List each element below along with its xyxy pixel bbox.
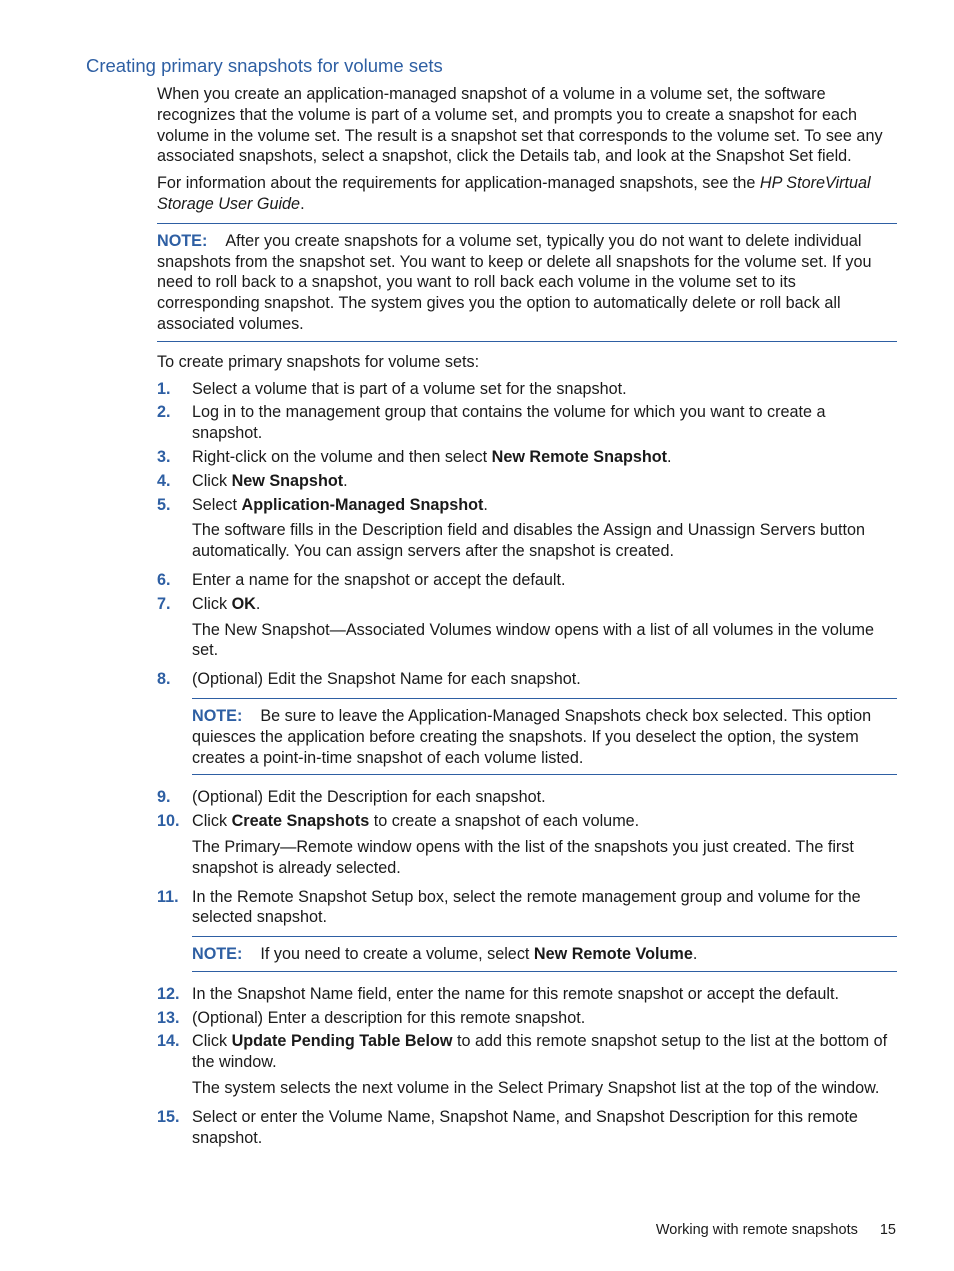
step-number: 11.: [157, 887, 179, 906]
step-number: 4.: [157, 471, 171, 490]
ui-term: New Remote Volume: [533, 945, 693, 964]
step-text: In the Snapshot Name field, enter the name for this remote snapshot or accept the default.: [192, 984, 839, 1003]
note-box: NOTE: If you need to create a volume, select New Remote Volume.: [192, 936, 897, 972]
note-label: NOTE:: [192, 706, 243, 725]
step-number: 14.: [157, 1032, 180, 1051]
step-detail: The system selects the next volume in the Select Primary Snapshot list at the top of the window.: [192, 1079, 880, 1098]
step-number: 8.: [157, 670, 171, 689]
ui-term: New Remote Snapshot: [491, 447, 668, 466]
step-12: [157, 984, 897, 1005]
step-number: 7.: [157, 594, 171, 613]
step-4: 4. Click New Snapshot.: [157, 471, 348, 490]
step-9: [157, 787, 897, 808]
step-text: Select a volume that is part of a volume set for the snapshot.: [192, 379, 627, 398]
ui-term: Update Pending Table Below: [231, 1032, 453, 1051]
step-detail: The software fills in the Description field and disables the Assign and Unassign Servers button automatically. You can assign servers after the snapshot is created.: [192, 521, 866, 561]
step-detail: The Primary—Remote window opens with the list of the snapshots you just created. The first snapshot is already selected.: [192, 837, 854, 877]
step-text: (Optional) Edit the Snapshot Name for each snapshot.: [192, 670, 581, 689]
step-text: Select or enter the Volume Name, Snapshot Name, and Snapshot Description for this remote snapshot.: [192, 1107, 858, 1147]
procedure-lead: To create primary snapshots for volume sets:: [157, 352, 480, 371]
ui-term: Application-Managed Snapshot: [241, 495, 484, 514]
intro-paragraph: When you create an application-managed snapshot of a volume in a volume set, the software recognizes that the volume is part of a volume set, and prompts you to create a snapshot for each volume in the volume set. The result is a snapshot set that corresponds to the volume set. To see any associated snapshots, select a snapshot, click the Details tab, and look at the Snapshot Set field.: [157, 85, 883, 166]
page-footer: [656, 1222, 896, 1238]
note-text: After you create snapshots for a volume set, typically you do not want to delete individual snapshots from the snapshot set. You want to keep or delete all snapshots for the volume set. If you need to roll back to a snapshot, you want to roll back each volume in the volume set to its corresponding snapshot. The system gives you the option to automatically delete or roll back all associated volumes.: [157, 231, 872, 333]
step-10: 10. Click Create Snapshots to create a snapshot of each volume. The Primary—Remote window opens with the list of the snapshots you just created. The first snapshot is already selected.: [157, 811, 897, 878]
note-label: NOTE:: [192, 945, 243, 964]
step-text: (Optional) Edit the Description for each snapshot.: [192, 788, 546, 807]
step-text: Enter a name for the snapshot or accept the default.: [192, 570, 566, 589]
note-box: [157, 223, 897, 342]
section-title: Creating primary snapshots for volume sets: [86, 55, 443, 76]
step-7: 7. Click OK. The New Snapshot—Associated Volumes window opens with a list of all volumes in the volume set.: [157, 594, 897, 661]
guide-title: HP StoreVirtual Storage User Guide: [157, 174, 871, 213]
step-text: (Optional) Enter a description for this remote snapshot.: [192, 1008, 586, 1027]
page-number: 15: [879, 1222, 896, 1238]
step-13: [157, 1008, 897, 1029]
reference-paragraph: For information about the requirements for application-managed snapshots, see the HP StoreVirtual Storage User Guide.: [157, 174, 871, 213]
step-8: [157, 669, 897, 775]
step-number: 6.: [157, 570, 171, 589]
step-number: 12.: [157, 984, 180, 1003]
step-2: [157, 402, 897, 444]
step-15: [157, 1107, 897, 1149]
step-1: [157, 379, 897, 400]
step-3: 3. Right-click on the volume and then select New Remote Snapshot.: [157, 447, 672, 466]
step-number: 2.: [157, 403, 171, 422]
step-number: 5.: [157, 495, 171, 514]
step-11: [157, 887, 897, 972]
step-number: 10.: [157, 812, 180, 831]
step-number: 3.: [157, 447, 171, 466]
footer-chapter-title: Working with remote snapshots: [655, 1222, 858, 1238]
ui-term: New Snapshot: [231, 471, 344, 490]
step-text: Log in to the management group that contains the volume for which you want to create a snapshot.: [192, 403, 826, 443]
step-6: [157, 570, 897, 591]
step-detail: The New Snapshot—Associated Volumes window opens with a list of all volumes in the volume set.: [192, 620, 875, 660]
step-5: 5. Select Application-Managed Snapshot. The software fills in the Description field and disables the Assign and Unassign Servers button automatically. You can assign servers after the snapshot is created.: [157, 495, 897, 562]
procedure-steps: [157, 379, 897, 1149]
step-number: 9.: [157, 788, 171, 807]
step-number: 1.: [157, 379, 171, 398]
body-content: [157, 84, 897, 1151]
note-text: Be sure to leave the Application-Managed Snapshots check box selected. This option quiesces the application before creating the snapshots. If you deselect the option, the system creates a point-in-time snapshot of each volume listed.: [192, 706, 872, 767]
step-number: 13.: [157, 1008, 180, 1027]
ui-term: OK: [231, 594, 256, 613]
note-label: NOTE:: [157, 231, 208, 250]
step-14: 14. Click Update Pending Table Below to add this remote snapshot setup to the list at the bottom of the window. The system selects the next volume in the Select Primary Snapshot list at the top of the window.: [157, 1031, 897, 1098]
ui-term: Create Snapshots: [231, 812, 370, 831]
note-box: [192, 698, 897, 775]
step-text: In the Remote Snapshot Setup box, select the remote management group and volume for the selected snapshot.: [192, 887, 861, 927]
step-number: 15.: [157, 1107, 180, 1126]
